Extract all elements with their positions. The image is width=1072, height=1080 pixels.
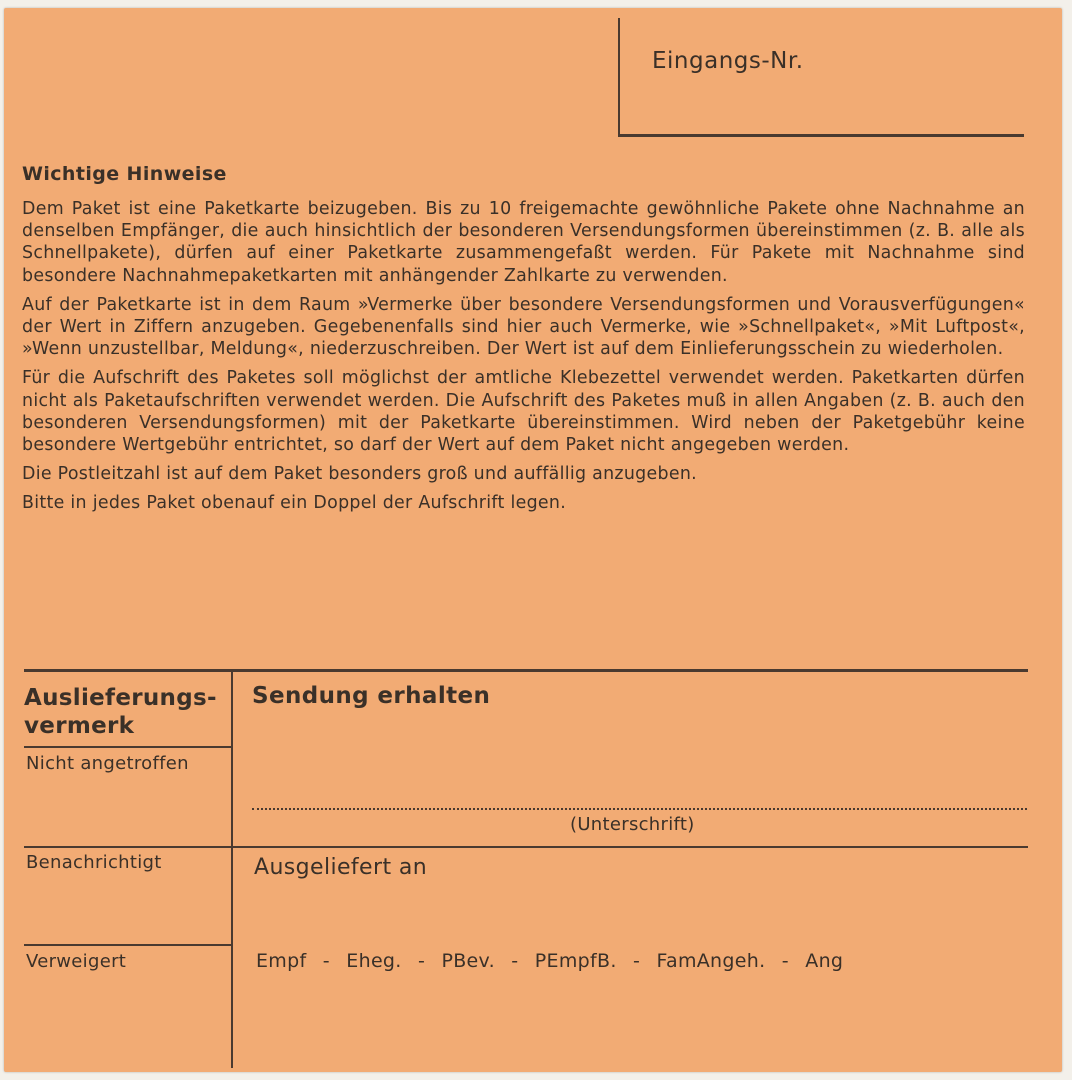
auslieferungsvermerk-title [24, 684, 217, 740]
eingangs-nr-box [618, 18, 1024, 137]
title-underline-rule [24, 746, 231, 748]
benachrichtigt-rule [24, 846, 1028, 848]
hinweis-paragraph-1: Dem Paket ist eine Paketkarte beizugeben. Bis zu 10 freigemachte gewöhnliche Pakete ohne Nachnahme an denselben Empfänger, die auch hinsichtlich der besonderen Versendungsformen übereinstimmen (z. B. alle als Schnellpakete), dürfen auf einer Paketkarte zusammengefaßt werden. Für Pakete mit Nachnahme sind besondere Nachnahmepaketkarten mit anhängender Zahlkarte zu verwenden. [22, 199, 1025, 286]
ausgeliefert-an-label: Ausgeliefert an [254, 855, 428, 880]
verweigert-rule [24, 944, 231, 946]
auslieferungsvermerk-line-1: Auslieferungs- [24, 685, 217, 711]
sendung-erhalten-label: Sendung erhalten [252, 683, 491, 709]
nicht-angetroffen-label: Nicht angetroffen [26, 753, 189, 774]
hinweis-paragraph-4: Die Postleitzahl ist auf dem Paket besonders groß und auffällig anzugeben. [22, 464, 697, 485]
auslieferungsvermerk-line-2: vermerk [24, 713, 135, 739]
hinweis-paragraph-3: Für die Aufschrift des Paketes soll möglichst der amtliche Klebezettel verwendet werden. Paketkarten dürfen nicht als Paketaufschriften verwendet werden. Die Aufschrift des Paketes muß in allen Angaben (z. B. auch den besonderen Versendungsformen) mit der Paketkarte übereinstimmen. Wird neben der Paketgebühr keine besondere Wertgebühr entrichtet, so darf der Wert auf dem Paket nicht angegeben werden. [22, 368, 1025, 456]
hinweis-paragraph-5: Bitte in jedes Paket obenauf ein Doppel der Aufschrift legen. [22, 493, 567, 514]
table-column-divider [231, 672, 233, 1068]
unterschrift-label: (Unterschrift) [570, 814, 695, 835]
hinweise-title: Wichtige Hinweise [22, 163, 227, 185]
hinweis-paragraph-2: Auf der Paketkarte ist in dem Raum »Vermerke über besondere Versendungsformen und Vorausverfügungen« der Wert in Ziffern anzugeben. Gegebenenfalls sind hier auch Vermerke, wie »Schnellpaket«, »Mit Luftpost«, »Wenn unzustellbar, Meldung«, niederzuschreiben. Der Wert ist auf dem Einlieferungsschein zu wiederholen. [22, 294, 1025, 360]
verweigert-label: Verweigert [26, 951, 127, 972]
hinweise-body [22, 198, 1025, 522]
signature-line [252, 808, 1027, 810]
eingangs-nr-label: Eingangs-Nr. [652, 48, 804, 74]
empfaenger-options: Empf - Eheg. - PBev. - PEmpfB. - FamAngeh. - Ang [256, 950, 844, 972]
benachrichtigt-label: Benachrichtigt [26, 852, 162, 873]
table-top-rule [24, 669, 1028, 672]
